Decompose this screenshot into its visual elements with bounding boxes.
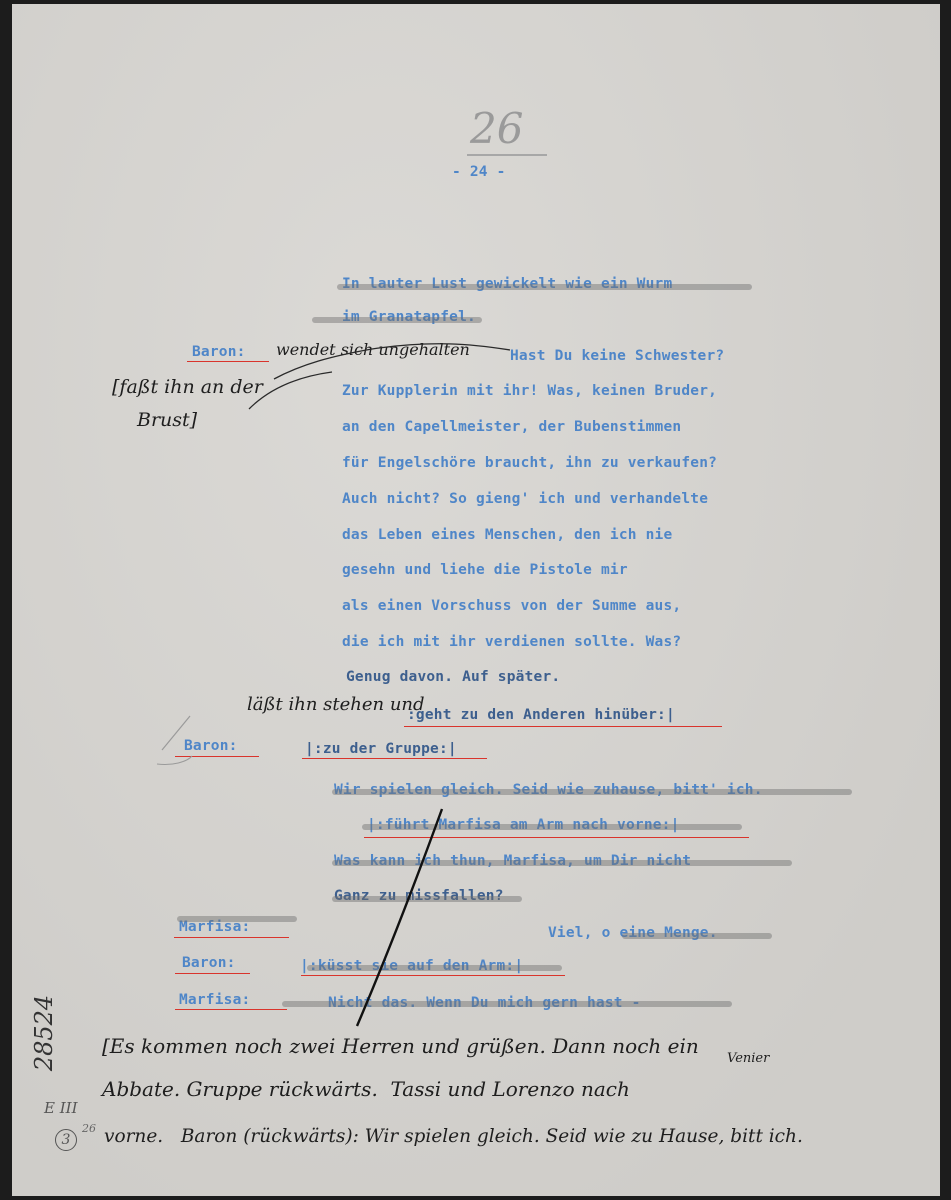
handwritten-note: vorne. Baron (rückwärts): Wir spielen gleich. Seid wie zu Hause, bitt ich. <box>104 1126 803 1147</box>
typed-line: Was kann ich thun, Marfisa, um Dir nicht <box>334 853 692 869</box>
typed-line: Hast Du keine Schwester? <box>510 348 725 364</box>
pen-strokes <box>12 4 940 1196</box>
stage-direction: :geht zu den Anderen hinüber:| <box>407 707 675 723</box>
typed-line: Zur Kupplerin mit ihr! Was, keinen Bruder, <box>342 383 718 399</box>
stage-direction: |:führt Marfisa am Arm nach vorne:| <box>367 817 680 833</box>
typed-line: die ich mit ihr verdienen sollte. Was? <box>342 634 682 650</box>
speaker-label: Baron: <box>192 344 246 360</box>
speaker-label: Baron: <box>182 955 236 971</box>
typed-line: Wir spielen gleich. Seid wie zuhause, bitt' ich. <box>334 782 763 798</box>
typed-line: für Engelschöre braucht, ihn zu verkaufen? <box>342 455 718 471</box>
archive-circle: 3 <box>55 1129 77 1151</box>
typed-line: In lauter Lust gewickelt wie ein Wurm <box>342 276 673 292</box>
pencil-page-number: 26 <box>470 104 524 153</box>
handwritten-note: Venier <box>727 1051 770 1066</box>
handwritten-margin-note: Brust] <box>137 409 198 431</box>
archive-number: 28524 <box>30 994 59 1072</box>
archive-small-number: 26 <box>82 1122 96 1135</box>
handwritten-margin-note: [faßt ihn an der <box>112 376 263 398</box>
stage-direction: |:zu der Gruppe:| <box>305 741 457 757</box>
typed-line: Auch nicht? So gieng' ich und verhandelte <box>342 491 709 507</box>
handwritten-note: [Es kommen noch zwei Herren und grüßen. Dann noch ein <box>102 1034 699 1058</box>
typed-line: das Leben eines Menschen, den ich nie <box>342 527 673 543</box>
typed-line: im Granatapfel. <box>342 309 476 325</box>
speaker-label: Marfisa: <box>179 992 251 1008</box>
stage-direction: |:küsst sie auf den Arm:| <box>300 958 524 974</box>
handwritten-insert: wendet sich ungehalten <box>276 340 470 359</box>
typed-line: Genug davon. Auf später. <box>346 669 561 685</box>
typed-line: Nicht das. Wenn Du mich gern hast - <box>328 995 641 1011</box>
typed-page-number: - 24 - <box>452 164 506 180</box>
typed-line: Viel, o eine Menge. <box>548 925 718 941</box>
archive-mark: E III <box>44 1099 78 1117</box>
typed-line: an den Capellmeister, der Bubenstimmen <box>342 419 682 435</box>
handwritten-note: Abbate. Gruppe rückwärts. Tassi und Lorenzo nach <box>102 1077 630 1101</box>
typed-line: gesehn und liehe die Pistole mir <box>342 562 628 578</box>
handwritten-insert: läßt ihn stehen und <box>247 694 425 715</box>
typed-line: Ganz zu missfallen? <box>334 888 504 904</box>
speaker-label: Baron: <box>184 738 238 754</box>
typed-line: als einen Vorschuss von der Summe aus, <box>342 598 682 614</box>
manuscript-page <box>12 4 940 1196</box>
speaker-label: Marfisa: <box>179 919 251 935</box>
